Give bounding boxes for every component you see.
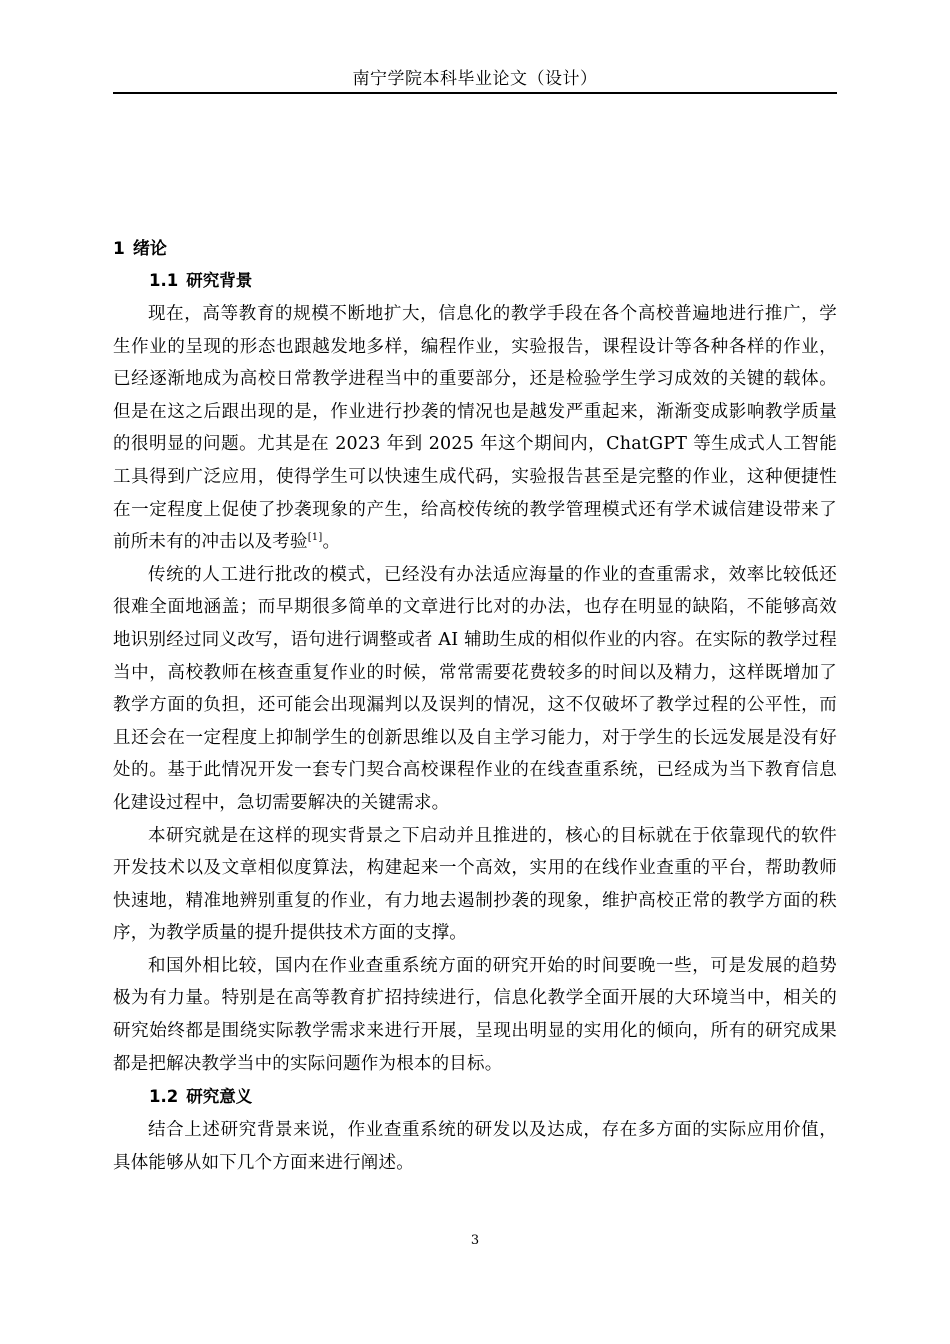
chapter-number: 1 xyxy=(113,239,125,259)
body-paragraph xyxy=(113,298,837,559)
section-heading-1-1 xyxy=(149,270,837,292)
paragraph-text: 结合上述研究背景来说，作业查重系统的研发以及达成，存在多方面的实际应用价值，具体能够从如下几个方面来进行阐述。 xyxy=(113,1120,837,1173)
paragraph-text: 现在，高等教育的规模不断地扩大，信息化的教学手段在各个高校普遍地进行推广，学生作业的呈现的形态也跟越发地多样，编程作业，实验报告，课程设计等各种各样的作业，已经逐渐地成为高校日常教学进程当中的重要部分，还是检验学生学习成效的关键的载体。但是在这之后跟出现的是，作业进行抄袭的情况也是越发严重起来，渐渐变成影响教学质量的很明显的问题。尤其是在 2023 年到 2025 年这个期间内，ChatGPT 等生成式人工智能工具得到广泛应用，使得学生可以快速生成代码，实验报告甚至是完整的作业，这种便捷性在一定程度上促使了抄袭现象的产生，给高校传统的教学管理模式还有学术诚信建设带来了前所未有的冲击以及考验 xyxy=(113,304,837,553)
body-paragraph xyxy=(113,820,837,950)
document-body xyxy=(113,238,837,1179)
paragraph-text: 传统的人工进行批改的模式，已经没有办法适应海量的作业的查重需求，效率比较低还很难全面地涵盖；而早期很多简单的文章进行比对的办法，也存在明显的缺陷，不能够高效地识别经过同义改写，语句进行调整或者 AI 辅助生成的相似作业的内容。在实际的教学过程当中，高校教师在核查重复作业的时候，常常需要花费较多的时间以及精力，这样既增加了教学方面的负担，还可能会出现漏判以及误判的情况，这不仅破坏了教学过程的公平性，而且还会在一定程度上抑制学生的创新思维以及自主学习能力，对于学生的长远发展是没有好处的。基于此情况开发一套专门契合高校课程作业的在线查重系统，已经成为当下教育信息化建设过程中，急切需要解决的关键需求。 xyxy=(113,564,837,813)
paragraph-text: 和国外相比较，国内在作业查重系统方面的研究开始的时间要晚一些，可是发展的趋势极为有力量。特别是在高等教育扩招持续进行，信息化教学全面开展的大环境当中，相关的研究始终都是围绕实际教学需求来进行开展，呈现出明显的实用化的倾向，所有的研究成果都是把解决教学当中的实际问题作为根本的目标。 xyxy=(113,955,837,1074)
paragraph-end-punct: 。 xyxy=(322,532,341,553)
header-rule xyxy=(113,92,837,94)
chapter-heading xyxy=(113,238,837,260)
body-paragraph xyxy=(113,559,837,820)
section-number: 1.2 xyxy=(149,1087,179,1107)
page-header-title: 南宁学院本科毕业论文（设计） xyxy=(352,69,598,89)
page-number: 3 xyxy=(470,1233,480,1248)
section-heading-1-2 xyxy=(149,1086,837,1108)
chapter-title: 绪论 xyxy=(132,239,167,259)
body-paragraph xyxy=(113,1114,837,1179)
body-paragraph xyxy=(113,950,837,1080)
section-number: 1.1 xyxy=(149,271,179,290)
citation-marker: [1] xyxy=(307,532,323,544)
section-title: 研究背景 xyxy=(186,271,253,290)
section-title: 研究意义 xyxy=(186,1087,253,1107)
paragraph-text: 本研究就是在这样的现实背景之下启动并且推进的，核心的目标就在于依靠现代的软件开发技术以及文章相似度算法，构建起来一个高效，实用的在线作业查重的平台，帮助教师快速地，精准地辨别重复的作业，有力地去遏制抄袭的现象，维护高校正常的教学方面的秩序，为教学质量的提升提供技术方面的支撑。 xyxy=(113,825,837,944)
